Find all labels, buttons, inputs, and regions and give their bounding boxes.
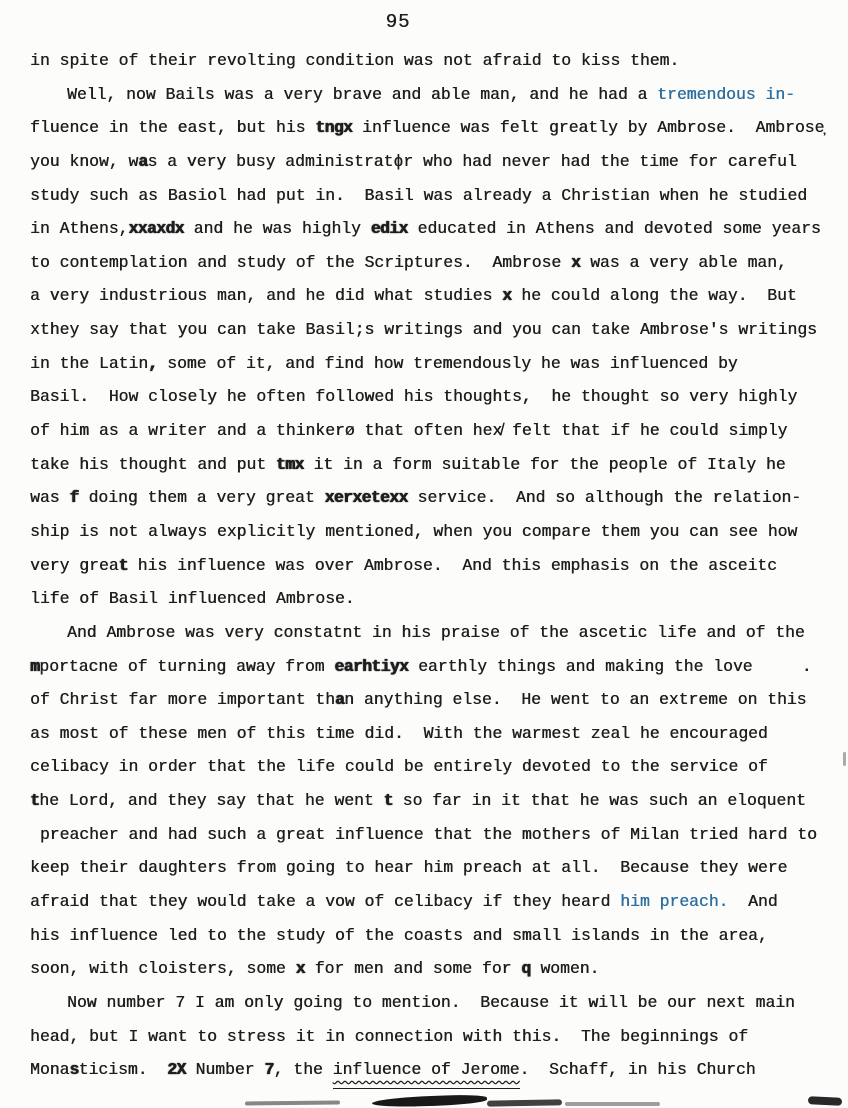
blue-text: him preach.: [620, 892, 729, 912]
text-line: [30, 851, 838, 885]
text-segment: afraid that they would take a vow of celibacy if they heard: [30, 892, 621, 912]
text-segment: study such as Basiol had put in. Basil was already a Christian when he studied: [30, 185, 808, 205]
text-segment: , the: [273, 1060, 333, 1080]
text-line: [30, 111, 838, 145]
underlined-text: influence of Jerome: [333, 1053, 520, 1089]
text-segment: take his thought and put: [30, 454, 276, 474]
overstrike-text: earhtiyx: [334, 656, 409, 676]
text-segment: very grea: [30, 555, 119, 575]
text-segment: Mona: [30, 1060, 70, 1080]
text-line: [30, 279, 838, 313]
overstrike-text: a: [138, 151, 148, 171]
text-segment: And: [728, 892, 778, 912]
text-segment: in the Latin: [30, 353, 149, 373]
text-segment: for men and some for: [304, 959, 522, 979]
ink-smudge: [372, 1094, 487, 1108]
overstrike-text: tmx: [275, 454, 304, 474]
text-segment: portacne of turning away from: [39, 656, 335, 676]
text-segment: he could along the way. But: [511, 286, 797, 306]
text-segment: a very industrious man, and he did what studies: [30, 286, 503, 306]
text-line: [30, 246, 838, 280]
text-line: [30, 347, 838, 381]
text-segment: doing them a very great: [78, 488, 325, 508]
text-segment: was: [30, 488, 70, 508]
text-segment: Basil. How closely he often followed his thoughts, he thought so very highly: [30, 387, 798, 407]
text-segment: ship is not always explicitly mentioned, when you compare them you can see how: [30, 521, 798, 541]
text-line: [30, 313, 838, 347]
overstrike-text: x: [570, 252, 581, 272]
text-line: [30, 683, 838, 717]
text-segment: life of Basil influenced Ambrose.: [30, 589, 355, 609]
text-segment: And Ambrose was very constatnt in his praise of the ascetic life and of the: [67, 622, 805, 642]
overstrike-text: tngx: [315, 118, 353, 138]
text-segment: keep their daughters from going to hear him preach at all. Because they were: [30, 858, 788, 878]
text-segment: n anything else. He went to an extreme on this: [344, 690, 807, 710]
text-segment: head, but I want to stress it in connection with this. The beginnings of: [30, 1026, 749, 1046]
text-line: [30, 448, 838, 482]
overstrike-text: a: [334, 690, 345, 710]
text-segment: his influence led to the study of the coasts and small islands in the area,: [30, 925, 768, 945]
text-segment: s a very busy administrat: [147, 151, 394, 171]
text-segment: soon, with cloisters, some: [30, 959, 296, 979]
text-line: [30, 515, 838, 549]
text-segment: as most of these men of this time did. With the warmest zeal he encouraged: [30, 723, 768, 743]
ink-smudge: [245, 1101, 340, 1106]
text-segment: you know, w: [30, 151, 139, 171]
text-segment: service. And so although the relation-: [407, 488, 802, 508]
overstrike-text: edix: [370, 219, 408, 239]
overstrike-text: xerxetexx: [324, 488, 408, 508]
text-line: [30, 78, 838, 112]
text-segment: Well, now Bails was a very brave and able man, and he had a: [67, 84, 658, 104]
text-segment: ticism.: [78, 1060, 168, 1080]
overstrike-text: s: [69, 1060, 79, 1080]
text-segment: earthly things and making the love .: [408, 656, 812, 676]
text-line: [30, 481, 838, 515]
text-line: [30, 952, 838, 986]
text-line: [30, 986, 838, 1020]
text-segment: Now number 7 I am only going to mention. Because it will be our next main: [67, 992, 795, 1012]
overstrike-text: x: [295, 959, 305, 979]
text-line: [30, 179, 838, 213]
text-segment: r who had never had the time for careful: [403, 151, 797, 171]
text-segment: to contemplation and study of the Scriptures. Ambrose: [30, 252, 571, 272]
text-line: [30, 818, 838, 852]
text-line: [30, 750, 838, 784]
text-segment: of Christ far more important th: [30, 690, 335, 710]
ink-smudge: [487, 1099, 562, 1106]
overstrike-text: q: [521, 959, 531, 979]
text-segment: fluence in the east, but his: [30, 118, 316, 138]
text-segment: Number: [185, 1060, 265, 1080]
overstrike-text: m: [30, 656, 40, 676]
text-segment: ɸ: [393, 151, 404, 171]
ink-smudge: [565, 1102, 660, 1106]
overstrike-text: xxaxdx: [128, 219, 184, 239]
text-line: [30, 414, 838, 448]
text-segment: and he was highly: [183, 219, 371, 239]
text-line: [30, 44, 838, 78]
text-line: [30, 145, 838, 179]
text-line: [30, 885, 838, 919]
text-line: [30, 1020, 838, 1054]
text-segment: was a very able man,: [580, 252, 787, 272]
text-line: [30, 717, 838, 751]
text-line: [30, 650, 838, 684]
ink-smudge: [808, 1096, 842, 1106]
text-segment: celibacy in order that the life could be entirely devoted to the service of: [30, 757, 768, 777]
text-segment: educated in Athens and devoted some years: [407, 219, 821, 239]
text-line: [30, 212, 838, 246]
ink-smudge: [843, 752, 846, 766]
overstrike-text: x: [502, 286, 512, 306]
page-number: 95: [385, 11, 411, 33]
overstrike-text: f: [69, 488, 79, 508]
text-line: [30, 582, 838, 616]
text-segment: preacher and had such a great influence that the mothers of Milan tried hard to: [30, 824, 817, 844]
overstrike-text: ,: [148, 353, 158, 373]
overstrike-text: 7: [264, 1060, 274, 1080]
overstrike-text: 2X: [167, 1060, 186, 1080]
text-segment: influence was felt greatly by Ambrose. Ambrose̦: [352, 118, 825, 138]
text-line: [30, 784, 838, 818]
text-line: [30, 919, 838, 953]
blue-text: tremendous in-: [657, 84, 795, 104]
text-segment: in Athens,: [30, 219, 129, 239]
text-segment: he Lord, and they say that he went: [39, 791, 384, 811]
text-segment: . Schaff, in his Church: [519, 1060, 756, 1080]
text-segment: it in a form suitable for the people of Italy he: [303, 454, 786, 474]
overstrike-text: t: [30, 791, 40, 811]
page-body: [30, 44, 838, 1087]
text-segment: some of it, and find how tremendously he was influenced by: [157, 353, 738, 373]
text-line: [30, 616, 838, 650]
text-line: [30, 380, 838, 414]
text-segment: of him as a writer and a thinkerø that often hex̸ felt that if he could simply: [30, 421, 788, 441]
text-segment: xthey say that you can take Basil;s writings and you can take Ambrose's writings: [30, 320, 817, 340]
text-line: [30, 549, 838, 583]
text-segment: so far in it that he was such an eloquent: [392, 791, 806, 811]
overstrike-text: t: [118, 555, 128, 575]
overstrike-text: t: [383, 791, 393, 811]
text-segment: women.: [530, 959, 600, 979]
text-segment: his influence was over Ambrose. And this emphasis on the asceitc: [127, 555, 777, 575]
text-line: [30, 1053, 838, 1087]
text-segment: in spite of their revolting condition was not afraid to kiss them.: [30, 51, 680, 70]
